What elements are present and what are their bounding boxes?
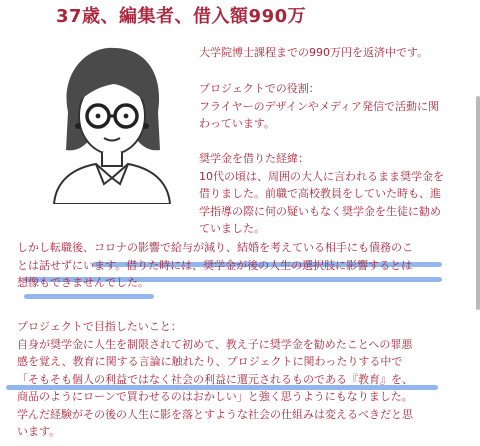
background-heading: 奨学金を借りた経緯：: [199, 152, 309, 165]
scrollbar[interactable]: [476, 96, 480, 310]
background-section: [199, 150, 444, 238]
goal-line: 学んだ経験がその後の人生に影を落とすような社会の仕組みは変えるべきだと思: [17, 407, 413, 421]
continuation-line: 想像もできませんでした。: [17, 276, 149, 289]
goal-heading: プロジェクトで目指したいこと：: [17, 320, 182, 333]
role-line: わっています。: [199, 117, 276, 130]
background-line: 10代の頃は、周囲の大人に言われるまま奨学金を: [199, 169, 444, 183]
role-line: フライヤーのデザインやメディア発信で活動に関: [199, 99, 440, 113]
goal-line: 感を覚え、教育に関する言論に触れたり、プロジェクトに関わったりする中で: [17, 355, 403, 368]
page-title: 37歳、編集者、借入額990万: [56, 6, 307, 27]
background-line: 学指導の際に何の疑いもなく奨学金を生徒に勧め: [199, 204, 441, 218]
avatar: [48, 34, 176, 204]
goal-line: 自身が奨学金に人生を制限されて初めて、教え子に奨学金を勧めたことへの罪悪: [17, 337, 413, 351]
goal-section: [17, 318, 413, 441]
background-line: 借りました。前職で高校教員をしていた時も、進: [199, 187, 441, 200]
background-line: ていました。: [199, 222, 265, 235]
continuation-line: とは話せずにいます。借りた時には、奨学金が後の人生の選択肢に影響するとは: [17, 258, 413, 272]
goal-line: 商品のようにローンで買わせるのはおかしい」と強く思うようにもなりました。: [17, 390, 413, 403]
continuation-line: しかし転職後、コロナの影響で給与が減り、結婚を考えている相手にも債務のこ: [17, 241, 413, 254]
role-section: [199, 80, 439, 133]
role-heading: プロジェクトでの役割：: [199, 82, 320, 95]
goal-line: います。: [17, 425, 61, 438]
highlight-stroke: [24, 294, 154, 299]
summary-text: 大学院博士課程までの990万円を返済中です。: [199, 46, 429, 59]
background-continuation: [17, 239, 413, 292]
goal-line: 「そもそも個人の利益ではなく社会の利益に還元されるものである『教育』を、: [17, 372, 413, 386]
